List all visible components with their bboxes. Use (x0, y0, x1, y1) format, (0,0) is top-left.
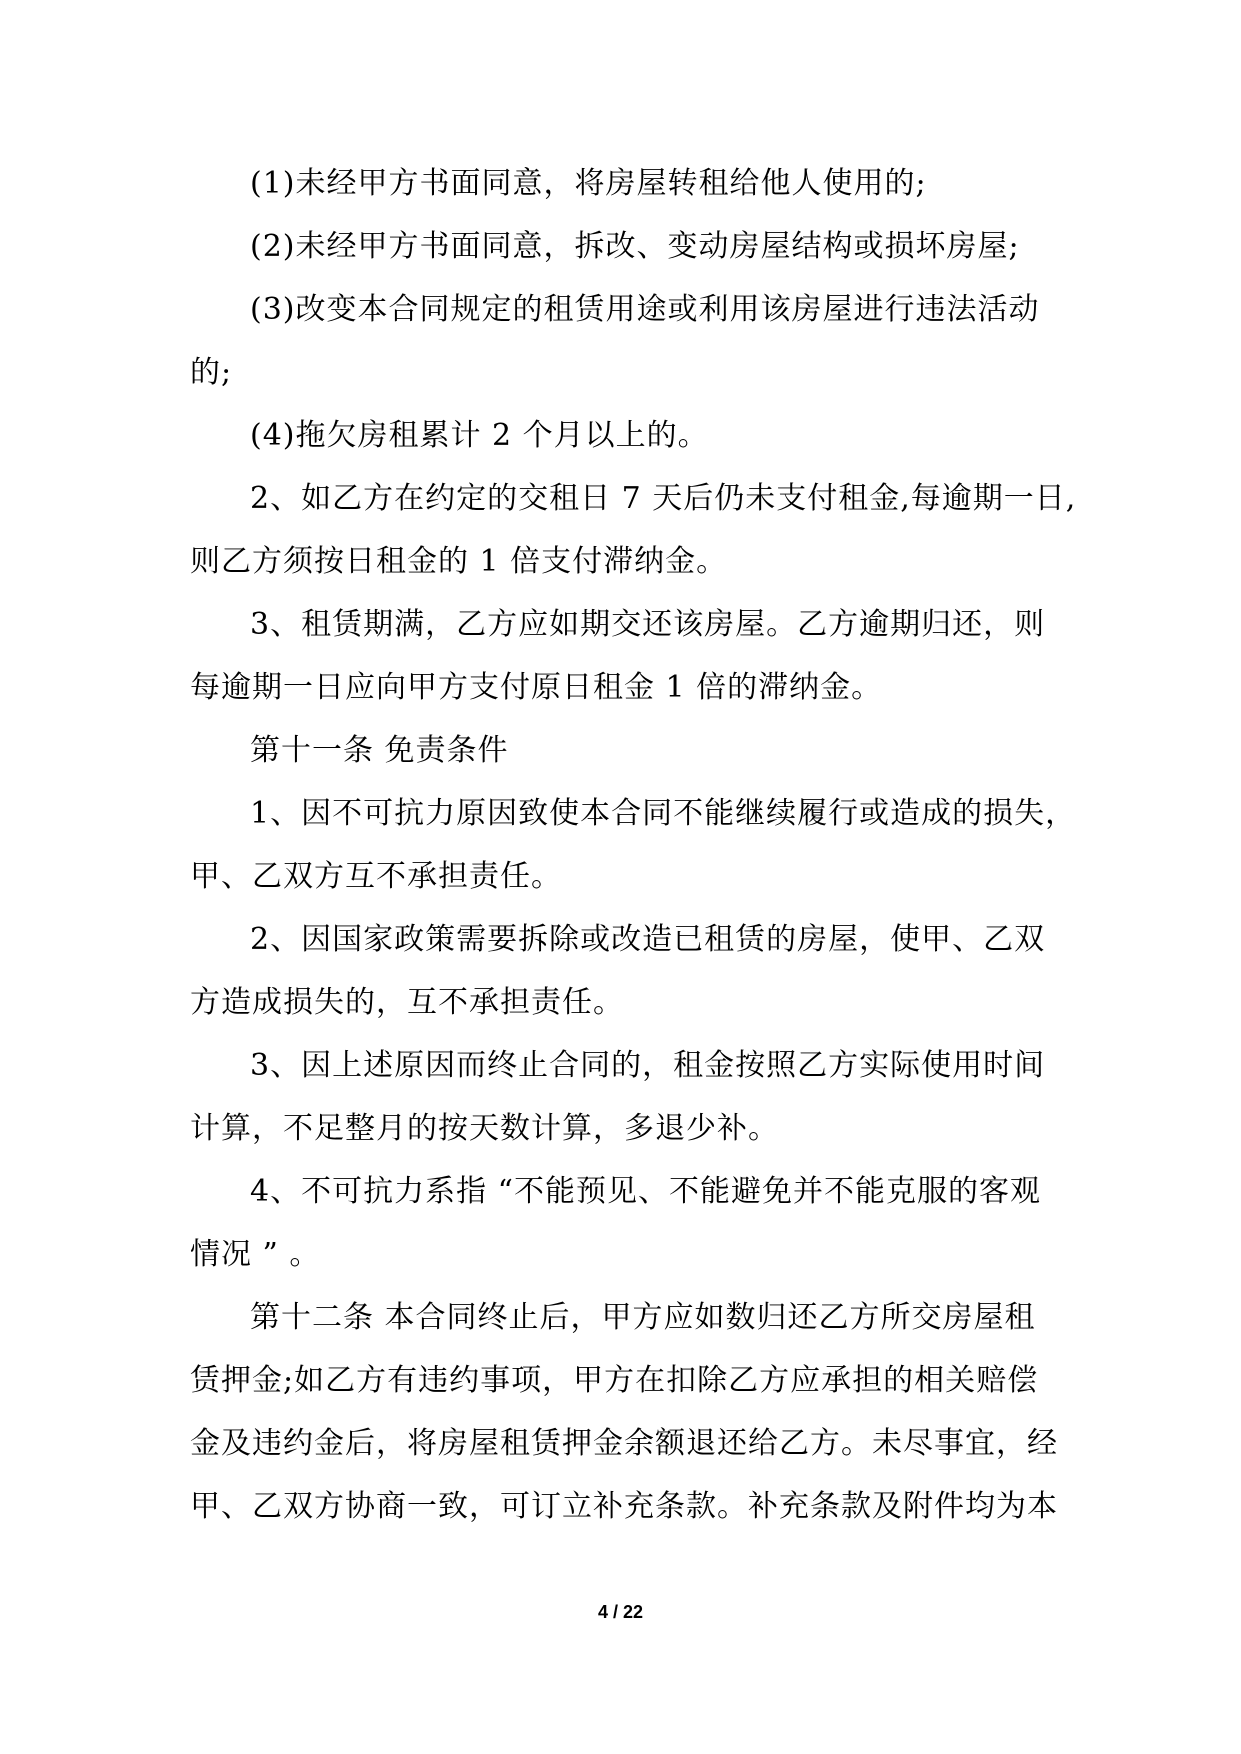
page-number: 4 / 22 (597, 1602, 644, 1622)
text-line: 2、因国家政策需要拆除或改造已租赁的房屋，使甲、乙双 (250, 922, 1046, 957)
text-line: 金及违约金后，将房屋租赁押金余额退还给乙方。未尽事宜，经 (190, 1426, 1058, 1461)
text-line: 甲、乙双方协商一致，可订立补充条款。补充条款及附件均为本 (190, 1489, 1058, 1524)
text-line: 的; (190, 355, 233, 390)
text-line: 1、因不可抗力原因致使本合同不能继续履行或造成的损失， (250, 796, 1077, 831)
section-heading: 第十一条 免责条件 (250, 733, 509, 768)
text-line: 3、租赁期满，乙方应如期交还该房屋。乙方逾期归还，则 (250, 607, 1046, 642)
text-line: 2、如乙方在约定的交租日 7 天后仍未支付租金,每逾期一日, (250, 481, 1077, 516)
text-line: 甲、乙双方互不承担责任。 (190, 859, 562, 894)
text-line: 计算，不足整月的按天数计算，多退少补。 (190, 1111, 779, 1146)
text-line: 情况 ” 。 (190, 1237, 321, 1272)
text-line: 3、因上述原因而终止合同的，租金按照乙方实际使用时间 (250, 1048, 1046, 1083)
text-line: 方造成损失的，互不承担责任。 (190, 985, 624, 1020)
text-line: 4、不可抗力系指 “不能预见、不能避免并不能克服的客观 (250, 1174, 1041, 1209)
section-heading: 第十二条 本合同终止后，甲方应如数归还乙方所交房屋租 (250, 1300, 1036, 1335)
text-line: (4)拖欠房租累计 2 个月以上的。 (250, 418, 709, 453)
text-line: 每逾期一日应向甲方支付原日租金 1 倍的滞纳金。 (190, 670, 883, 705)
text-line: 赁押金;如乙方有违约事项，甲方在扣除乙方应承担的相关赔偿 (190, 1363, 1039, 1398)
text-line: (3)改变本合同规定的租赁用途或利用该房屋进行违法活动 (250, 292, 1040, 327)
text-line: (1)未经甲方书面同意，将房屋转租给他人使用的; (250, 166, 927, 201)
text-line: 则乙方须按日租金的 1 倍支付滞纳金。 (190, 544, 728, 579)
text-line: (2)未经甲方书面同意，拆改、变动房屋结构或损坏房屋; (250, 229, 1020, 264)
